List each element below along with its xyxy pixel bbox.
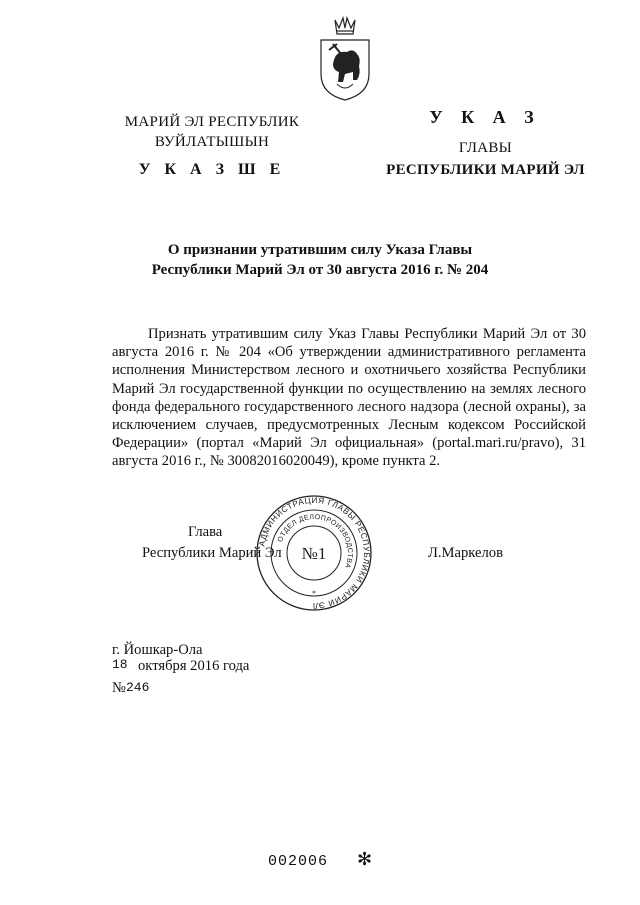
signature-role-line1: Глава [188,524,223,540]
document-serial-number: 002006 [268,853,329,870]
seal-inner-text: ОТДЕЛ ДЕЛОПРОИЗВОДСТВА [276,513,354,570]
seal-outer-text: АДМИНИСТРАЦИЯ ГЛАВЫ РЕСПУБЛИКИ МАРИЙ ЭЛ [257,495,372,611]
issue-number: 246 [126,680,150,695]
seal-number: №1 [301,544,327,563]
footer-mark-icon: ✻ [357,849,373,869]
header-right-title: У К А З [429,107,541,127]
header-right-line2: ГЛАВЫ [458,140,513,156]
issue-date-day: 18 [112,657,128,672]
signature-name: Л.Маркелов [428,545,503,561]
document-body [112,325,586,471]
document-title-line1: О признании утратившим силу Указа Главы [167,242,473,258]
header-left-line1: МАРИЙ ЭЛ РЕСПУБЛИК [124,114,300,130]
header-right-line3: РЕСПУБЛИКИ МАРИЙ ЭЛ [386,162,585,178]
signature-role-line2: Республики Марий Эл [142,545,282,561]
header-left-title: У К А З Ш Е [138,161,286,178]
issue-number-prefix: № [112,680,126,696]
issue-date-rest: октября 2016 года [138,658,250,674]
issue-place: г. Йошкар-Ола [112,642,203,658]
header-left-line2: ВУЙЛАТЫШЫН [154,134,270,150]
body-paragraph: Признать утратившим силу Указ Главы Республики Марий Эл от 30 августа 2016 г. № 204 «Об утверждении административного регламента исполнения Министерством лесного и охотничьего хозяйства Республики Марий Эл государственной функции по осуществлению на землях лесного фонда федерального государственного лесного надзора (лесной охраны), за исключением случаев, предусмотренных Лесным кодексом Российской Федерации» (портал «Марий Эл официальная» (portal.mari.ru/pravo), 31 августа 2016 г., № 30082016020049), кроме пункта 2. [112,326,586,470]
document-title-line2: Республики Марий Эл от 30 августа 2016 г. № 204 [151,262,489,278]
seal-star-icon: * [312,589,316,598]
coat-of-arms-emblem [315,14,375,104]
